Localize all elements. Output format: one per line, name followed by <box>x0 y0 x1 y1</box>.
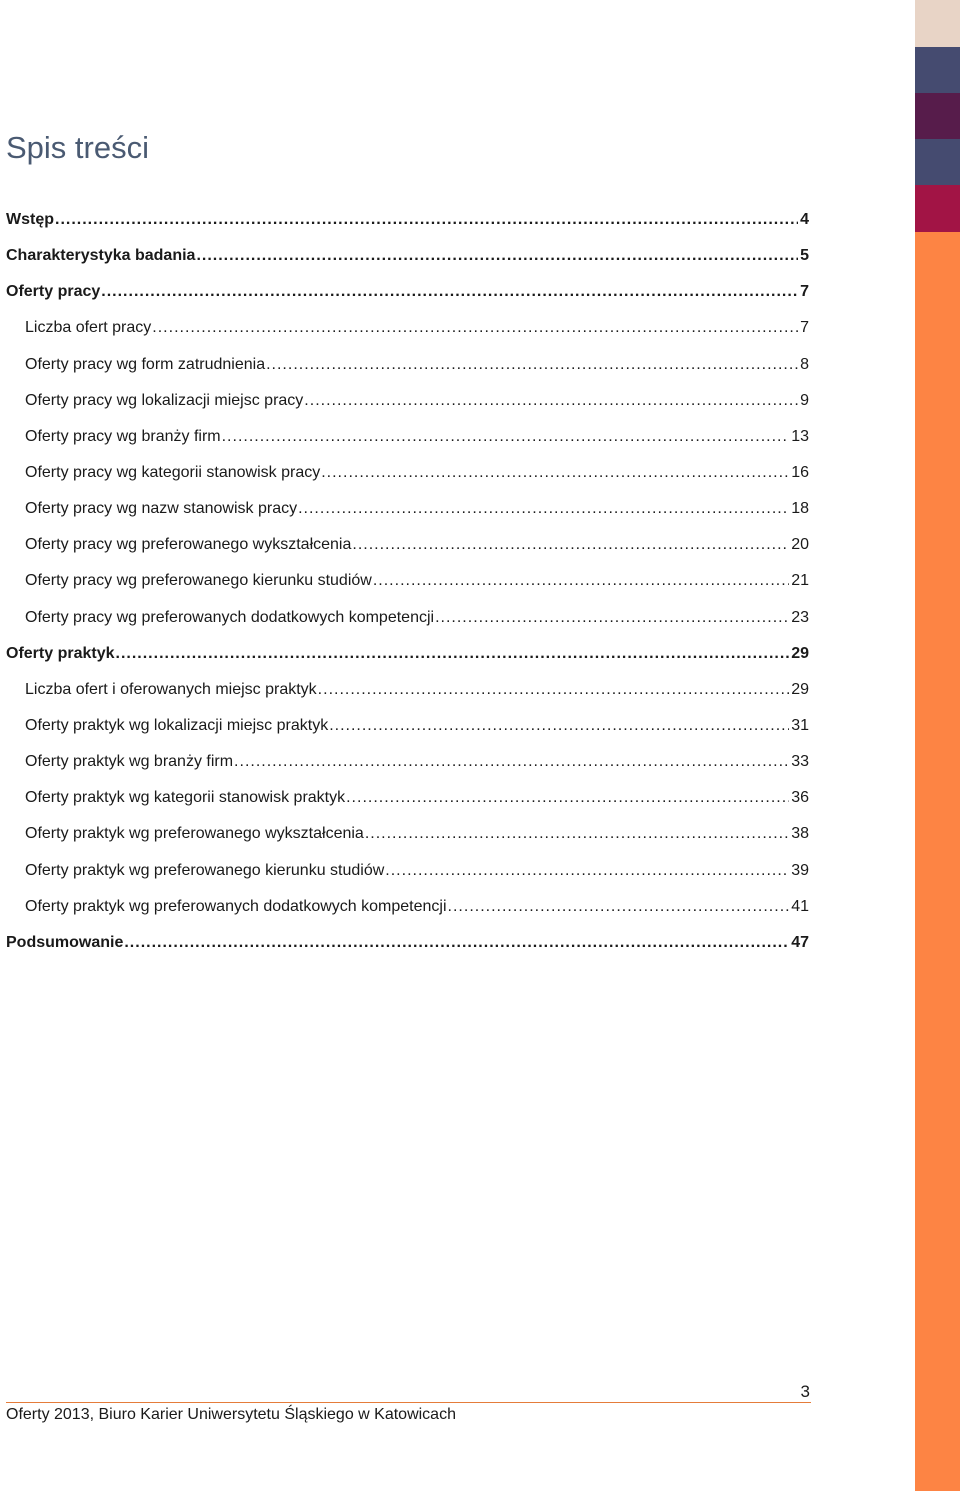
toc-entry[interactable] <box>6 419 809 455</box>
toc-entry-page: 7 <box>800 283 809 301</box>
toc-entry-label: Oferty pracy wg kategorii stanowisk pracy <box>25 463 321 481</box>
toc-entry-label: Oferty pracy wg lokalizacji miejsc pracy <box>25 391 304 409</box>
toc-entry[interactable] <box>6 347 809 383</box>
toc-entry[interactable] <box>6 889 809 925</box>
toc-entry[interactable] <box>6 925 809 961</box>
toc-entry-page: 39 <box>791 861 809 879</box>
toc-entry-label: Liczba ofert pracy <box>25 319 152 337</box>
toc-entry-page: 41 <box>791 897 809 915</box>
toc-entry[interactable] <box>6 672 809 708</box>
side-segment-navy <box>915 47 960 93</box>
toc-entry[interactable] <box>6 744 809 780</box>
toc-entry-label: Oferty praktyk wg branży firm <box>25 753 234 771</box>
toc-entry-page: 36 <box>791 789 809 807</box>
toc-entry-page: 29 <box>791 644 809 662</box>
toc-dot-leader <box>116 636 790 672</box>
toc-entry-page: 16 <box>791 463 809 481</box>
toc-entry-page: 31 <box>791 716 809 734</box>
toc-entry-page: 20 <box>791 536 809 554</box>
toc-dot-leader <box>266 347 798 383</box>
toc-entry-label: Oferty praktyk wg lokalizacji miejsc praktyk <box>25 716 329 734</box>
toc-entry-page: 23 <box>791 608 809 626</box>
toc-entry[interactable] <box>6 600 809 636</box>
toc-entry-page: 9 <box>800 391 809 409</box>
toc-entry-page: 18 <box>791 500 809 518</box>
toc-entry-page: 5 <box>800 247 809 265</box>
toc-entry[interactable] <box>6 202 809 238</box>
toc-dot-leader <box>318 672 790 708</box>
toc-dot-leader <box>152 310 798 346</box>
footer-text: Oferty 2013, Biuro Karier Uniwersytetu Śląskiego w Katowicach <box>6 1406 456 1423</box>
side-segment-crimson <box>915 185 960 232</box>
toc-entry-label: Oferty pracy <box>6 283 101 301</box>
side-segment-beige <box>915 0 960 47</box>
toc-entry-label: Oferty pracy wg nazw stanowisk pracy <box>25 500 298 518</box>
toc-dot-leader <box>234 744 789 780</box>
toc-entry-label: Oferty praktyk wg preferowanego kierunku studiów <box>25 861 385 879</box>
toc-entry[interactable] <box>6 491 809 527</box>
toc-entry[interactable] <box>6 310 809 346</box>
footer-rule <box>6 1402 811 1403</box>
page-title: Spis treści <box>6 130 149 165</box>
toc-dot-leader <box>329 708 789 744</box>
toc-entry-label: Oferty pracy wg branży firm <box>25 427 221 445</box>
toc-dot-leader <box>385 853 789 889</box>
side-segment-navy-2 <box>915 139 960 185</box>
toc-entry-page: 13 <box>791 427 809 445</box>
toc-dot-leader <box>55 202 798 238</box>
toc-entry-page: 4 <box>800 211 809 228</box>
toc-entry[interactable] <box>6 853 809 889</box>
toc-entry-page: 33 <box>791 753 809 771</box>
toc-entry-label: Oferty praktyk wg preferowanych dodatkowych kompetencji <box>25 897 447 915</box>
toc-dot-leader <box>321 455 789 491</box>
toc-dot-leader <box>222 419 790 455</box>
toc-entry-label: Wstęp <box>6 211 54 228</box>
side-decoration-bar <box>915 0 960 1491</box>
toc-entry-label: Oferty pracy wg preferowanego wykształcenia <box>25 536 352 554</box>
footer-page-number: 3 <box>800 1382 810 1401</box>
toc-entry[interactable] <box>6 238 809 274</box>
toc-entry[interactable] <box>6 563 809 599</box>
toc-entry-label: Charakterystyka badania <box>6 247 196 265</box>
toc-dot-leader <box>124 925 789 961</box>
toc-entry-label: Oferty praktyk wg preferowanego wykształcenia <box>25 825 364 843</box>
side-segment-plum <box>915 93 960 139</box>
toc-dot-leader <box>196 238 798 274</box>
toc-dot-leader <box>435 600 789 636</box>
toc-entry-label: Oferty pracy wg preferowanych dodatkowych kompetencji <box>25 608 435 626</box>
toc-dot-leader <box>298 491 789 527</box>
toc-entry-page: 21 <box>791 572 809 590</box>
toc-entry-page: 8 <box>800 355 809 373</box>
toc-entry-label: Oferty pracy wg form zatrudnienia <box>25 355 266 373</box>
toc-entry-label: Oferty praktyk <box>6 644 115 662</box>
toc-entry-label: Oferty praktyk wg kategorii stanowisk praktyk <box>25 789 346 807</box>
toc-dot-leader <box>373 563 789 599</box>
toc-entry[interactable] <box>6 780 809 816</box>
toc-entry-page: 7 <box>800 319 809 337</box>
toc-entry-label: Podsumowanie <box>6 933 124 951</box>
toc-entry[interactable] <box>6 383 809 419</box>
toc-entry-page: 47 <box>791 933 809 951</box>
toc-dot-leader <box>448 889 790 925</box>
toc-entry-label: Oferty pracy wg preferowanego kierunku studiów <box>25 572 372 590</box>
toc-dot-leader <box>101 274 798 310</box>
toc-entry[interactable] <box>6 816 809 852</box>
toc-entry[interactable] <box>6 455 809 491</box>
table-of-contents <box>6 202 809 961</box>
toc-entry[interactable] <box>6 636 809 672</box>
toc-entry-page: 29 <box>791 680 809 698</box>
toc-dot-leader <box>365 816 789 852</box>
side-segment-orange <box>915 232 960 1491</box>
toc-entry[interactable] <box>6 708 809 744</box>
toc-entry[interactable] <box>6 274 809 310</box>
toc-dot-leader <box>352 527 789 563</box>
toc-dot-leader <box>346 780 789 816</box>
toc-entry[interactable] <box>6 527 809 563</box>
toc-entry-label: Liczba ofert i oferowanych miejsc praktyk <box>25 680 317 698</box>
toc-dot-leader <box>304 383 798 419</box>
toc-entry-page: 38 <box>791 825 809 843</box>
